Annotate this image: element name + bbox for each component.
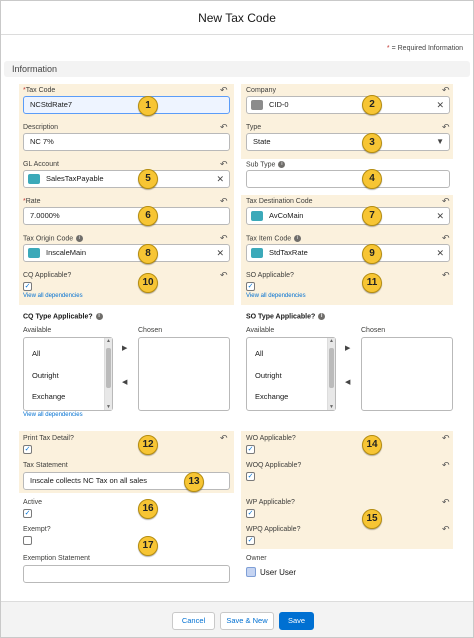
tax-destination-code-lookup[interactable]: AvCoMain ✕: [246, 207, 450, 225]
company-lookup[interactable]: CID-0 ✕: [246, 96, 450, 114]
scroll-down-icon[interactable]: ▼: [329, 404, 334, 410]
exempt-label: Exempt?: [23, 526, 51, 533]
cancel-button[interactable]: Cancel: [172, 612, 215, 630]
cq-type-view-dependencies-link[interactable]: View all dependencies: [23, 412, 83, 418]
cq-available-label: Available: [23, 327, 52, 334]
owner-name[interactable]: User User: [260, 568, 297, 577]
callout-badge-9: 9: [362, 244, 382, 264]
list-item[interactable]: All: [255, 349, 264, 358]
undo-icon[interactable]: ↶: [220, 270, 228, 280]
move-left-icon[interactable]: ◀: [345, 379, 351, 386]
exemption-statement-input[interactable]: [23, 565, 230, 583]
required-note: * = Required Information: [386, 45, 463, 52]
so-available-label: Available: [246, 327, 275, 334]
modal-title: New Tax Code: [198, 11, 276, 25]
wp-applicable-checkbox[interactable]: ✓: [247, 510, 254, 517]
tax-item-code-label: Tax Item Code i: [246, 235, 301, 242]
tax-origin-code-lookup[interactable]: InscaleMain ✕: [23, 244, 230, 262]
list-item[interactable]: Outright: [32, 371, 59, 380]
cq-chosen-listbox[interactable]: [138, 337, 230, 411]
print-tax-detail-checkbox[interactable]: ✓: [24, 446, 31, 453]
scrollbar[interactable]: [327, 338, 335, 410]
callout-badge-17: 17: [138, 536, 158, 556]
undo-icon[interactable]: ↶: [220, 122, 228, 132]
active-checkbox[interactable]: ✓: [24, 510, 31, 517]
undo-icon[interactable]: ↶: [220, 85, 228, 95]
rate-input[interactable]: 7.0000%: [23, 207, 230, 225]
gl-account-lookup[interactable]: SalesTaxPayable ✕: [23, 170, 230, 188]
wpq-applicable-label: WPQ Applicable?: [246, 526, 301, 533]
rate-label: *Rate: [23, 198, 41, 205]
scroll-down-icon[interactable]: ▼: [106, 404, 111, 410]
section-information[interactable]: [4, 61, 470, 77]
move-right-icon[interactable]: ▶: [122, 345, 128, 352]
avatar: [246, 567, 256, 577]
section-title: Information: [12, 64, 58, 74]
callout-badge-6: 6: [138, 206, 158, 226]
tax-destination-code-label: Tax Destination Code: [246, 198, 313, 205]
exemption-statement-label: Exemption Statement: [23, 555, 90, 562]
scroll-thumb[interactable]: [329, 348, 334, 388]
sub-type-label: Sub Type i: [246, 161, 285, 168]
type-label: Type: [246, 124, 262, 131]
tax-code-input[interactable]: NCStdRate7: [23, 96, 230, 114]
callout-badge-16: 16: [138, 499, 158, 519]
so-chosen-label: Chosen: [361, 327, 386, 334]
callout-badge-1: 1: [138, 96, 158, 116]
callout-badge-2: 2: [362, 95, 382, 115]
save-and-new-button[interactable]: Save & New: [220, 612, 274, 630]
exempt-checkbox[interactable]: [23, 536, 32, 545]
gl-account-label: GL Account: [23, 161, 59, 168]
undo-icon[interactable]: ↶: [220, 196, 228, 206]
tax-item-code-lookup[interactable]: StdTaxRate ✕: [246, 244, 450, 262]
undo-icon[interactable]: ↶: [442, 270, 450, 280]
record-icon: [251, 248, 263, 258]
record-icon: [28, 174, 40, 184]
undo-icon[interactable]: ↶: [442, 233, 450, 243]
clear-icon[interactable]: ✕: [436, 211, 444, 221]
info-icon[interactable]: i: [278, 161, 285, 168]
undo-icon[interactable]: ↶: [442, 497, 450, 507]
undo-icon[interactable]: ↶: [442, 460, 450, 470]
clear-icon[interactable]: ✕: [216, 174, 224, 184]
modal-header: [1, 1, 473, 35]
cq-view-dependencies-link[interactable]: View all dependencies: [23, 293, 83, 299]
wo-applicable-checkbox[interactable]: ✓: [247, 446, 254, 453]
tax-origin-code-label: Tax Origin Code i: [23, 235, 83, 242]
woq-applicable-label: WOQ Applicable?: [246, 462, 302, 469]
tax-statement-label: Tax Statement: [23, 462, 68, 469]
tax-code-label: *Tax Code: [23, 87, 56, 94]
undo-icon[interactable]: ↶: [442, 524, 450, 534]
callout-badge-11: 11: [362, 273, 382, 293]
sub-type-input[interactable]: [246, 170, 450, 188]
callout-badge-3: 3: [362, 133, 382, 153]
clear-icon[interactable]: ✕: [436, 248, 444, 258]
list-item[interactable]: Exchange: [32, 392, 66, 401]
so-view-dependencies-link[interactable]: View all dependencies: [246, 293, 306, 299]
so-chosen-listbox[interactable]: [361, 337, 453, 411]
so-applicable-checkbox[interactable]: ✓: [247, 283, 254, 290]
cq-type-title: CQ Type Applicable? i: [23, 313, 103, 320]
move-left-icon[interactable]: ◀: [122, 379, 128, 386]
record-icon: [251, 100, 263, 110]
so-available-listbox[interactable]: [246, 337, 336, 411]
undo-icon[interactable]: ↶: [442, 122, 450, 132]
undo-icon[interactable]: ↶: [442, 433, 450, 443]
wp-applicable-label: WP Applicable?: [246, 499, 295, 506]
woq-applicable-checkbox[interactable]: ✓: [247, 473, 254, 480]
move-right-icon[interactable]: ▶: [345, 345, 351, 352]
callout-badge-4: 4: [362, 169, 382, 189]
cq-applicable-checkbox[interactable]: ✓: [24, 283, 31, 290]
callout-badge-5: 5: [138, 169, 158, 189]
cq-available-listbox[interactable]: [23, 337, 113, 411]
clear-icon[interactable]: ✕: [436, 100, 444, 110]
callout-badge-14: 14: [362, 435, 382, 455]
callout-badge-7: 7: [362, 206, 382, 226]
callout-badge-12: 12: [138, 435, 158, 455]
so-type-title: SO Type Applicable? i: [246, 313, 325, 320]
undo-icon[interactable]: ↶: [220, 233, 228, 243]
info-icon[interactable]: i: [318, 313, 325, 320]
clear-icon[interactable]: ✕: [216, 248, 224, 258]
scroll-up-icon[interactable]: ▲: [106, 338, 111, 344]
cq-applicable-label: CQ Applicable?: [23, 272, 72, 279]
callout-badge-8: 8: [138, 244, 158, 264]
print-tax-detail-label: Print Tax Detail?: [23, 435, 74, 442]
undo-icon[interactable]: ↶: [442, 85, 450, 95]
record-icon: [251, 211, 263, 221]
cq-chosen-label: Chosen: [138, 327, 163, 334]
callout-badge-15: 15: [362, 509, 382, 529]
info-icon[interactable]: i: [96, 313, 103, 320]
scroll-thumb[interactable]: [106, 348, 111, 388]
wo-applicable-label: WO Applicable?: [246, 435, 296, 442]
record-icon: [28, 248, 40, 258]
so-applicable-label: SO Applicable?: [246, 272, 294, 279]
save-button[interactable]: Save: [279, 612, 314, 630]
scroll-up-icon[interactable]: ▲: [329, 338, 334, 344]
description-label: Description: [23, 124, 59, 131]
tax-statement-input[interactable]: Inscale collects NC Tax on all sales: [23, 472, 230, 490]
chevron-down-icon: ▼: [436, 137, 444, 146]
wpq-applicable-checkbox[interactable]: ✓: [247, 537, 254, 544]
undo-icon[interactable]: ↶: [442, 196, 450, 206]
scrollbar[interactable]: [104, 338, 112, 410]
list-item[interactable]: Exchange: [255, 392, 289, 401]
info-icon[interactable]: i: [294, 235, 301, 242]
info-icon[interactable]: i: [76, 235, 83, 242]
callout-badge-10: 10: [138, 273, 158, 293]
list-item[interactable]: All: [32, 349, 41, 358]
undo-icon[interactable]: ↶: [220, 433, 228, 443]
type-select[interactable]: State ▼: [246, 133, 450, 151]
owner-label: Owner: [246, 555, 267, 562]
active-label: Active: [23, 499, 43, 506]
company-label: Company: [246, 87, 276, 94]
callout-badge-13: 13: [184, 472, 204, 492]
description-input[interactable]: NC 7%: [23, 133, 230, 151]
modal-footer: [1, 601, 473, 637]
list-item[interactable]: Outright: [255, 371, 282, 380]
undo-icon[interactable]: ↶: [220, 159, 228, 169]
